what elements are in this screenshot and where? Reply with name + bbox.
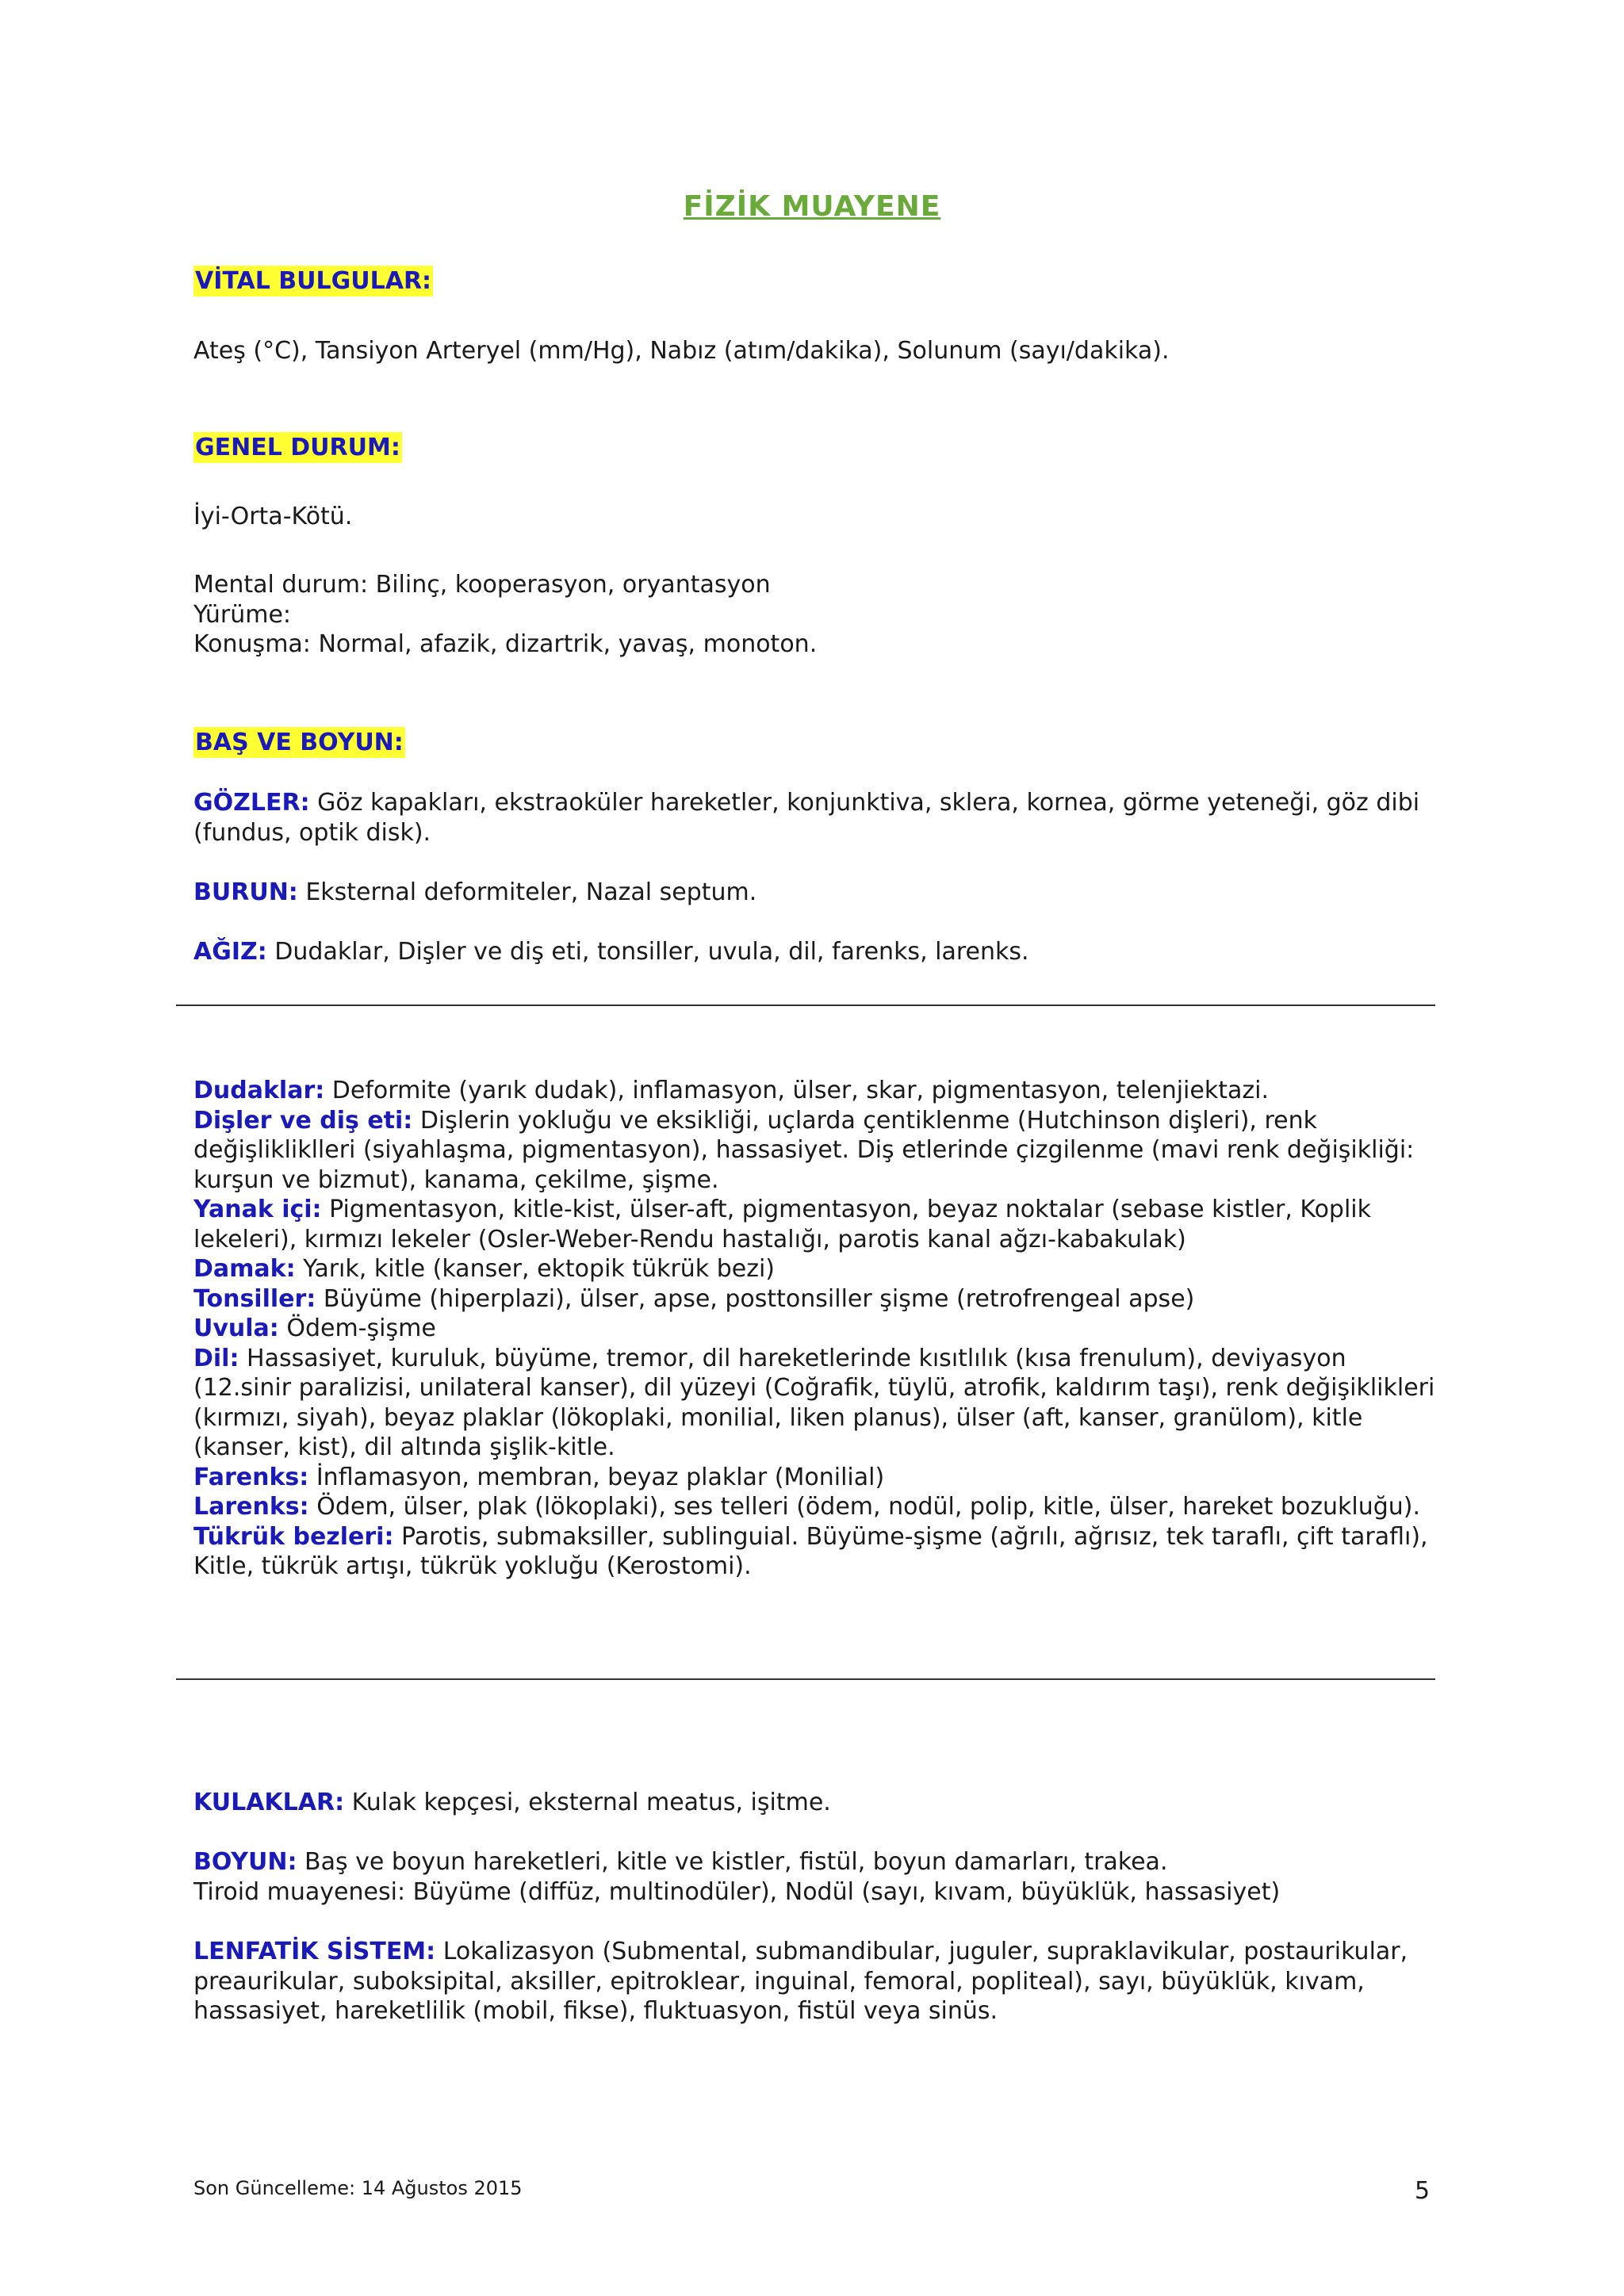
eyes-label: GÖZLER: [193, 789, 310, 817]
lymph-text: Lokalizasyon (Submental, submandibular, juguler, supraklavikular, postaurikular, preaurikular, suboksipital, aksiller, epitroklear, inguinal, femoral, popliteal), sayı, büyüklük, kıvam, hassasiyet, hareketlilik (mobil, fikse), fluktuasyon, fistül veya sinüs. [193, 1938, 1408, 2025]
mouth-text: Dudaklar, Dişler ve diş eti, tonsiller, uvula, dil, farenks, larenks. [266, 938, 1029, 966]
mouth-detail-item [193, 1492, 1446, 1522]
walking-status: Yürüme: [193, 600, 292, 629]
mouth-paragraph [193, 937, 1446, 967]
palate-text: Yarık, kitle (kanser, ektopik tükrük bezi) [295, 1255, 776, 1283]
page-title: FİZİK MUAYENE [683, 190, 941, 223]
speech-status: Konuşma: Normal, afazik, dizartrik, yavaş, monoton. [193, 630, 818, 658]
vital-text: Ateş (°C), Tansiyon Arteryel (mm/Hg), Nabız (atım/dakika), Solunum (sayı/dakika). [193, 337, 1170, 365]
mouth-detail-item [193, 1076, 1446, 1106]
neck-label: BOYUN: [193, 1848, 297, 1876]
nose-paragraph [193, 878, 1446, 908]
divider-bottom [176, 1678, 1435, 1680]
nose-text: Eksternal deformiteler, Nazal septum. [297, 878, 757, 906]
vital-heading-block [193, 266, 1446, 297]
pharynx-text: İnflamasyon, membran, beyaz plaklar (Monilial) [308, 1463, 885, 1491]
mental-status: Mental durum: Bilinç, kooperasyon, oryantasyon [193, 571, 771, 599]
tonsils-text: Büyüme (hiperplazi), ülser, apse, posttonsiller şişme (retrofrengeal apse) [316, 1284, 1195, 1313]
divider-top [176, 1004, 1435, 1006]
general-heading: GENEL DURUM: [195, 434, 400, 461]
mouth-detail-item [193, 1314, 1446, 1344]
mouth-detail-item [193, 1284, 1446, 1314]
uvula-text: Ödem-şişme [278, 1314, 436, 1342]
lips-text: Deformite (yarık dudak), inflamasyon, ülser, skar, pigmentasyon, telenjiektazi. [324, 1077, 1269, 1104]
salivary-text: Parotis, submaksiller, sublinguial. Büyüme-şişme (ağrılı, ağrısız, tek taraflı, çift taraflı), Kitle, tükrük artışı, tükrük yokluğu (Kerostomi). [193, 1522, 1428, 1580]
lips-label: Dudaklar: [193, 1077, 325, 1104]
cheek-text: Pigmentasyon, kitle-kist, ülser-aft, pigmentasyon, beyaz noktalar (sebase kistler, Koplik lekeleri), kırmızı lekeler (Osler-Weber-Rendu hastalığı, parotis kanal ağzı-kabakulak) [193, 1196, 1372, 1253]
mouth-detail-item [193, 1344, 1446, 1463]
mouth-detail-block [193, 1076, 1446, 1582]
tonsils-label: Tonsiller: [193, 1284, 316, 1313]
general-heading-block [193, 433, 1446, 463]
mouth-label: AĞIZ: [193, 938, 267, 966]
headneck-heading: BAŞ VE BOYUN: [195, 729, 404, 756]
eyes-paragraph [193, 788, 1446, 848]
headneck-heading-block [193, 728, 1446, 758]
mouth-detail-item [193, 1522, 1446, 1582]
nose-label: BURUN: [193, 878, 298, 906]
salivary-label: Tükrük bezleri: [193, 1522, 394, 1551]
mouth-detail-item [193, 1106, 1446, 1196]
mouth-detail-item [193, 1254, 1446, 1284]
cheek-label: Yanak içi: [193, 1196, 322, 1223]
neck-text: Baş ve boyun hareketleri, kitle ve kistler, fistül, boyun damarları, trakea. [297, 1848, 1168, 1876]
thyroid-text: Tiroid muayenesi: Büyüme (diffüz, multinodüler), Nodül (sayı, kıvam, büyüklük, hassasiyet) [193, 1877, 1281, 1906]
larynx-text: Ödem, ülser, plak (lökoplaki), ses telleri (ödem, nodül, polip, kitle, ülser, hareket bozukluğu). [308, 1493, 1421, 1521]
ears-paragraph [193, 1788, 1446, 1818]
uvula-label: Uvula: [193, 1314, 279, 1342]
tongue-text: Hassasiyet, kuruluk, büyüme, tremor, dil hareketlerinde kısıtlılık (kısa frenulum), deviyasyon (12.sinir paralizisi, unilateral kanser), dil yüzeyi (Coğrafik, tüylü, atrofik, kaldırım taşı), renk değişiklikleri (kırmızı, siyah), beyaz plaklar (lökoplaki, monilial, liken planus), ülser (aft, kanser, granülom), kitle (kanser, kist), dil altında şişlik-kitle. [193, 1344, 1435, 1461]
ears-text: Kulak kepçesi, eksternal meatus, işitme. [344, 1789, 831, 1816]
teeth-label: Dişler ve diş eti: [193, 1106, 413, 1135]
page-number: 5 [1415, 2177, 1431, 2205]
larynx-label: Larenks: [193, 1493, 309, 1521]
mouth-detail-item [193, 1463, 1446, 1493]
teeth-text: Dişlerin yokluğu ve eksikliği, uçlarda çentiklenme (Hutchinson dişleri), renk değişlikliklleri (siyahlaşma, pigmentasyon), hassasiyet. Diş etlerinde çizgilenme (mavi renk değişikliği: kurşun ve bizmut), kanama, çekilme, şişme. [193, 1106, 1415, 1194]
ears-label: KULAKLAR: [193, 1789, 345, 1816]
general-status: İyi-Orta-Kötü. [193, 503, 353, 530]
lymph-label: LENFATİK SİSTEM: [193, 1938, 436, 1965]
palate-label: Damak: [193, 1255, 296, 1283]
eyes-text: Göz kapakları, ekstraoküler hareketler, konjunktiva, sklera, kornea, görme yeteneği, göz dibi (fundus, optik disk). [193, 789, 1420, 847]
neck-paragraph [193, 1847, 1446, 1907]
lymph-paragraph [193, 1937, 1446, 2026]
mouth-detail-item [193, 1195, 1446, 1254]
general-details [193, 570, 1446, 660]
vital-heading: VİTAL BULGULAR: [195, 267, 432, 295]
pharynx-label: Farenks: [193, 1463, 309, 1491]
footer-update-date: Son Güncelleme: 14 Ağustos 2015 [193, 2177, 523, 2199]
tongue-label: Dil: [193, 1344, 239, 1372]
